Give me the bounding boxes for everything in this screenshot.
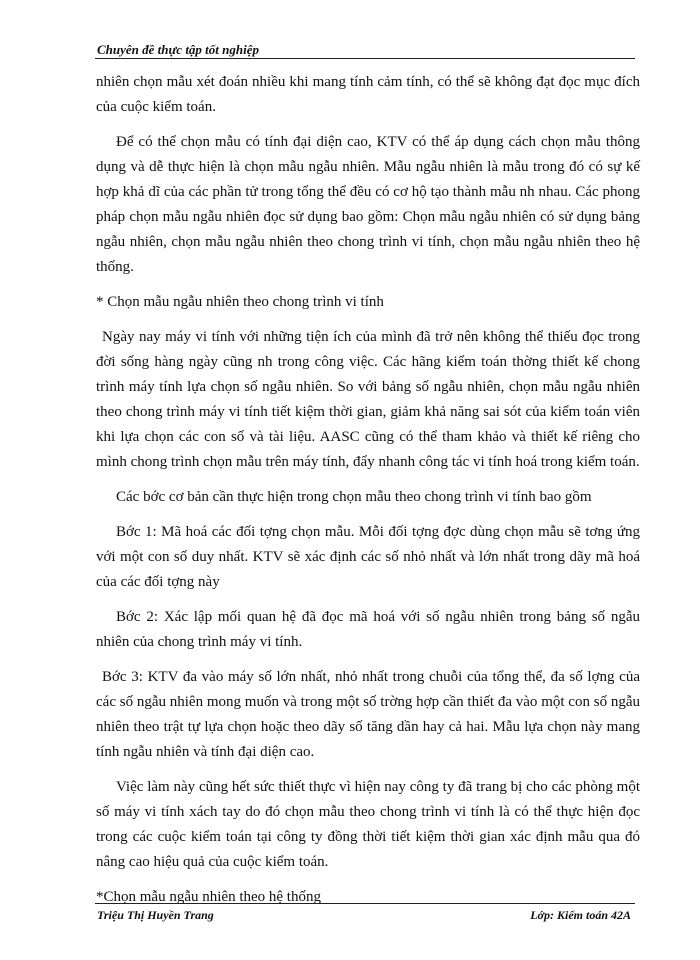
paragraph-practical: Việc làm này cũng hết sức thiết thực vì hiện nay công ty đã trang bị cho các phòng một số máy vi tính xách tay do đó chọn mẫu theo chong trình vi tính là có thể thực hiện đọc trong các cuộc kiểm toán tại công ty đồng thời tiết kiệm thời gian xác định mẫu qua đó nâng cao hiệu quả của cuộc kiểm toán. <box>96 779 640 870</box>
paragraph-steps-intro: Các bớc cơ bản cần thực hiện trong chọn mẫu theo chong trình vi tính bao gồm <box>116 489 592 505</box>
page-footer <box>95 903 635 924</box>
header-title: Chuyên đề thực tập tốt nghiệp <box>97 42 259 57</box>
paragraph-step-1: Bớc 1: Mã hoá các đối tợng chọn mẫu. Mỗi đối tợng đợc dùng chọn mẫu sẽ tơng ứng với một con số duy nhất. KTV sẽ xác định các số nhỏ nhất và lớn nhất trong dãy mã hoá của các đối tợng này <box>96 524 640 590</box>
section-heading-systematic-sampling: *Chọn mẫu ngẫu nhiên theo hệ thống <box>96 889 321 905</box>
paragraph-continuation: nhiên chọn mẫu xét đoán nhiều khi mang tính cảm tính, có thể sẽ không đạt đọc mục đích của cuộc kiểm toán. <box>96 74 640 115</box>
paragraph-random-sampling: Để có thể chọn mẫu có tính đại diện cao, KTV có thể áp dụng cách chọn mẫu thông dụng và dễ thực hiện là chọn mẫu ngẫu nhiên. Mẫu ngẫu nhiên là mẫu trong đó có sự kế hợp khả dĩ của các phần tử trong tổng thể đều có cơ hộ tạo thành mẫu nh nhau. Các phong pháp chọn mẫu ngẫu nhiên đọc sử dụng bao gồm: Chọn mẫu ngẫu nhiên có sử dụng bảng ngẫu nhiên, chọn mẫu ngẫu nhiên theo chong trình vi tính, chọn mẫu ngẫu nhiên theo hệ thống. <box>96 134 640 275</box>
paragraph-computer-intro: Ngày nay máy vi tính với những tiện ích của mình đã trở nên không thể thiếu đọc trong đời sống hàng ngày cũng nh trong công việc. Các hãng kiểm toán thờng thiết kế chong trình máy tính lựa chọn số ngẫu nhiên. So với bảng số ngẫu nhiên, chọn mẫu ngẫu nhiên theo chong trình máy vi tính tiết kiệm thời gian, giảm khả năng sai sót của kiểm toán viên khi lựa chọn các con số và tài liệu. AASC cũng có thể tham khảo và thiết kế riêng cho mình chong trình chọn mẫu trên máy tính, đẩy nhanh công tác vi tính hoá trong kiểm toán. <box>96 329 640 470</box>
section-heading-computer-sampling: * Chọn mẫu ngẫu nhiên theo chong trình vi tính <box>96 294 384 310</box>
paragraph-step-3: Bớc 3: KTV đa vào máy số lớn nhất, nhỏ nhất trong chuỗi của tổng thể, đa số lợng của các số ngẫu nhiên mong muốn và trong một số trờng hợp cần thiết đa vào một con số ngẫu nhiên theo trật tự lựa chọn hoặc theo dãy số tăng dần hay cả hai. Mẫu lựa chọn này mang tính ngẫu nhiên và tính đại diện cao. <box>96 669 640 760</box>
page-content <box>96 70 640 920</box>
page-header <box>95 38 635 59</box>
footer-class: Lớp: Kiểm toán 42A <box>530 908 631 922</box>
footer-author: Triệu Thị Huyền Trang <box>97 908 214 922</box>
paragraph-step-2: Bớc 2: Xác lập mối quan hệ đã đọc mã hoá với số ngẫu nhiên trong bảng số ngẫu nhiên của chong trình máy vi tính. <box>96 609 640 650</box>
